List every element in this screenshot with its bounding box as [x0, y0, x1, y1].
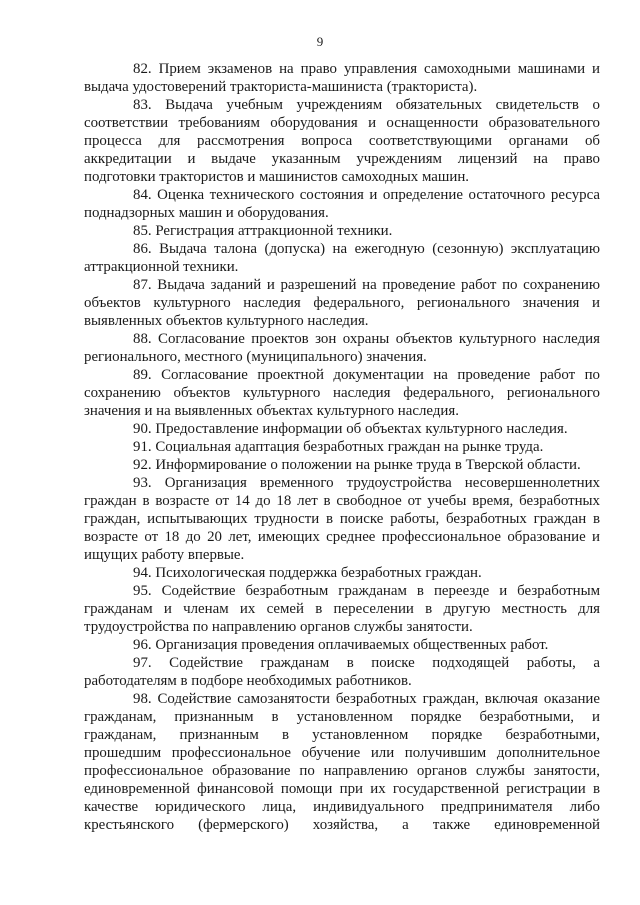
- text-line: крестьянского (фермерского) хозяйства, а также единовременной: [84, 817, 600, 833]
- paragraph-first-line: 83. Выдача учебным учреждениям обязательных свидетельств о: [133, 97, 600, 113]
- text-line: граждан, испытывающих трудности в поиске работы, безработных граждан в: [84, 511, 600, 527]
- paragraph-first-line: 91. Социальная адаптация безработных граждан на рынке труда.: [133, 439, 544, 455]
- paragraph-first-line: 93. Организация временного трудоустройства несовершеннолетних: [133, 475, 600, 491]
- paragraph-first-line: 96. Организация проведения оплачиваемых общественных работ.: [133, 637, 549, 653]
- paragraph-first-line: 85. Регистрация аттракционной техники.: [133, 223, 393, 239]
- text-line: сохранению объектов культурного наследия федерального, регионального: [84, 385, 600, 401]
- text-line: профессиональное образование по направлению органов службы занятости,: [84, 763, 600, 779]
- paragraph-first-line: 94. Психологическая поддержка безработных граждан.: [133, 565, 482, 581]
- text-line: трудоустройства по направлению органов службы занятости.: [84, 619, 473, 635]
- paragraph-first-line: 90. Предоставление информации об объектах культурного наследия.: [133, 421, 568, 437]
- paragraph-first-line: 86. Выдача талона (допуска) на ежегодную (сезонную) эксплуатацию: [133, 241, 600, 257]
- text-line: гражданам, признанным в установленном порядке безработными, и: [84, 709, 600, 725]
- document-body: [84, 60, 600, 834]
- text-line: регионального, местного (муниципального) значения.: [84, 349, 427, 365]
- paragraph-first-line: 82. Прием экзаменов на право управления самоходными машинами и: [133, 61, 600, 77]
- paragraph-first-line: 84. Оценка технического состояния и определение остаточного ресурса: [133, 187, 600, 203]
- text-line: граждан в возрасте от 14 до 18 лет в свободное от учебы время, безработных: [84, 493, 600, 509]
- text-line: подготовки трактористов и машинистов самоходных машин.: [84, 169, 470, 185]
- text-line: гражданам и членам их семей в переселении в другую местность для: [84, 601, 600, 617]
- text-line: качестве юридического лица, индивидуального предпринимателя либо: [84, 799, 600, 815]
- page-number: 9: [316, 34, 324, 49]
- text-line: аккредитации и выдаче указанным учреждениям лицензий на право: [84, 151, 600, 167]
- text-line: аттракционной техники.: [84, 259, 239, 275]
- text-line: прошедшим профессиональное обучение или получившим дополнительное: [84, 745, 600, 761]
- paragraph-first-line: 89. Согласование проектной документации на проведение работ по: [133, 367, 600, 383]
- text-line: соответствии требованиям оборудования и оснащенности образовательного: [84, 115, 600, 131]
- text-line: поднадзорных машин и оборудования.: [84, 205, 329, 221]
- text-line: гражданам, признанным в установленном порядке безработными,: [84, 727, 600, 743]
- text-line: выдача удостоверений тракториста-машиниста (тракториста).: [84, 79, 478, 95]
- paragraph-first-line: 97. Содействие гражданам в поиске подходящей работы, а: [133, 655, 600, 671]
- text-line: работодателям в подборе необходимых работников.: [84, 673, 412, 689]
- paragraph-first-line: 88. Согласование проектов зон охраны объектов культурного наследия: [133, 331, 600, 347]
- paragraph-first-line: 87. Выдача заданий и разрешений на проведение работ по сохранению: [133, 277, 600, 293]
- text-line: единовременной финансовой помощи при их государственной регистрации в: [84, 781, 600, 797]
- paragraph-first-line: 92. Информирование о положении на рынке труда в Тверской области.: [133, 457, 581, 473]
- text-line: возрасте от 18 до 20 лет, имеющих среднее профессиональное образование и: [84, 529, 600, 545]
- paragraph-first-line: 95. Содействие безработным гражданам в переезде и безработным: [133, 583, 600, 599]
- text-line: процесса для рассмотрения вопроса соответствующими органами об: [84, 133, 600, 149]
- text-line: значения и на выявленных объектах культурного наследия.: [84, 403, 459, 419]
- paragraph-first-line: 98. Содействие самозанятости безработных граждан, включая оказание: [133, 691, 600, 707]
- text-line: ищущих работу впервые.: [84, 547, 245, 563]
- text-line: выявленных объектов культурного наследия.: [84, 313, 369, 329]
- text-line: объектов культурного наследия федерального, регионального значения и: [84, 295, 600, 311]
